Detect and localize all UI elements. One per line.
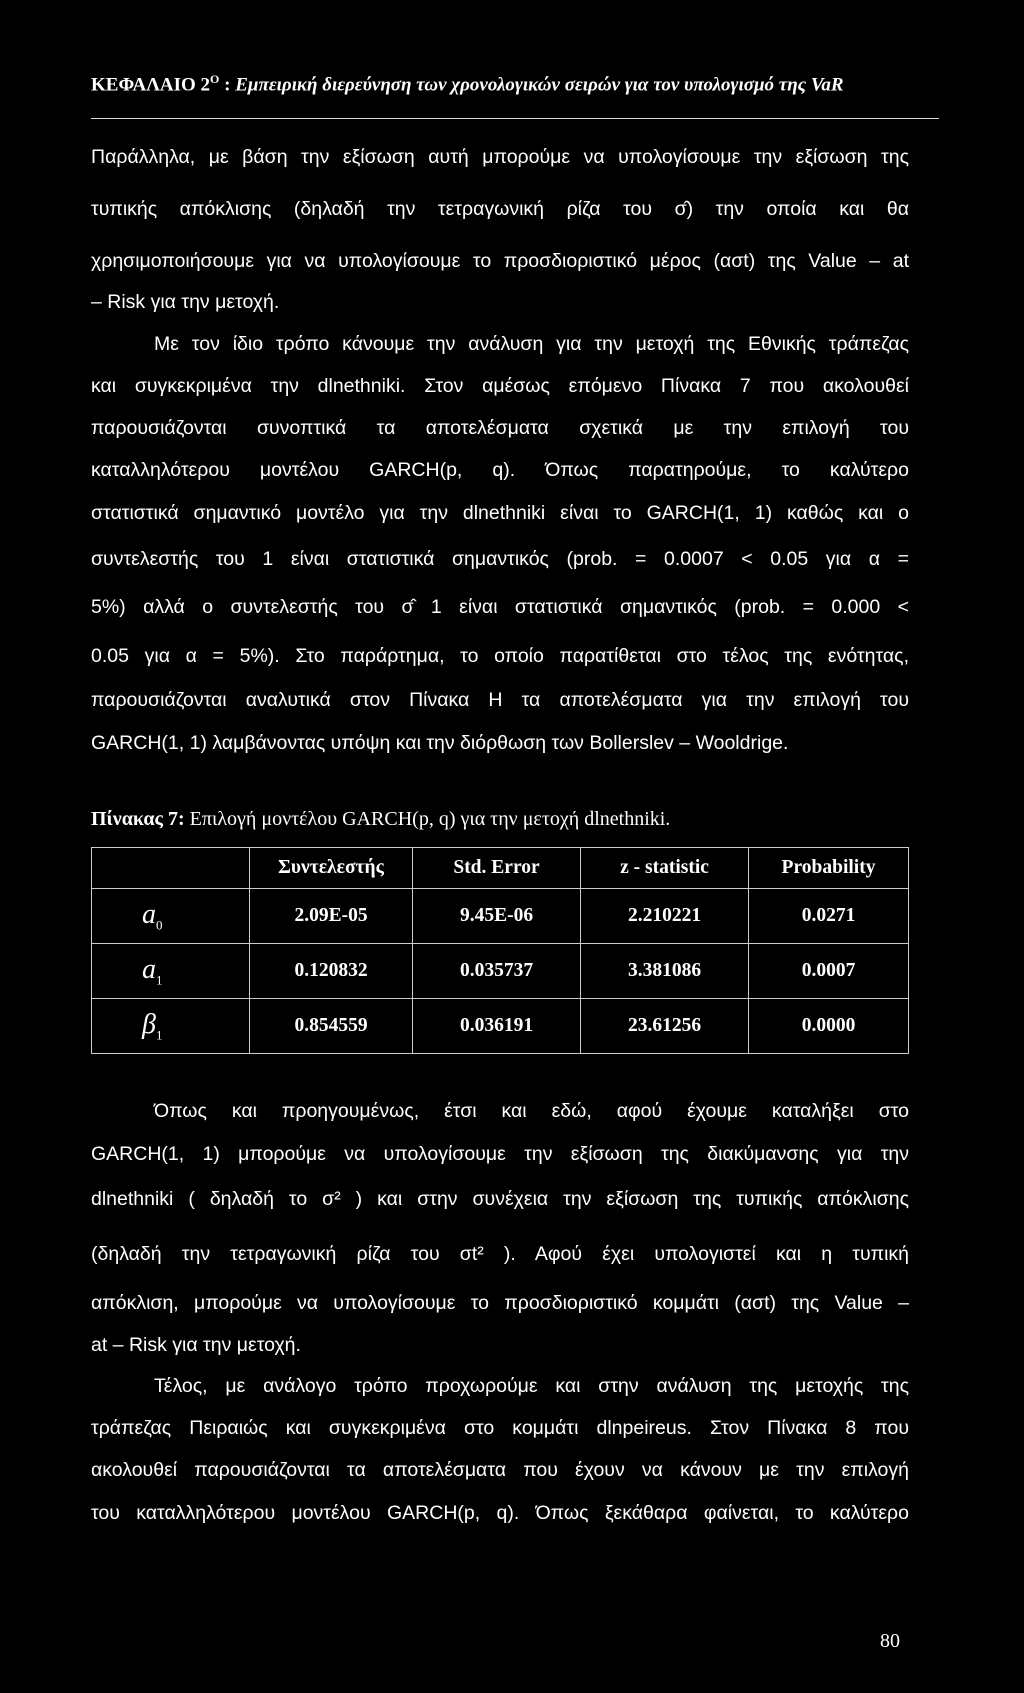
table-cell: 0.0000 <box>749 999 909 1054</box>
text-line: παρουσιάζονται συνοπτικά τα αποτελέσματα σχετικά με την επιλογή του <box>91 417 909 439</box>
table-header-cell: Probability <box>749 848 909 889</box>
chapter-label: ΚΕΦΑΛΑΙΟ 2 <box>91 74 211 96</box>
table-header-row <box>92 848 909 889</box>
text-line: τυπικής απόκλισης (δηλαδή την τετραγωνική ρίζα του σ̂) την οποία και θα <box>91 198 909 220</box>
table-cell: 0.036191 <box>413 999 581 1054</box>
table-row <box>92 944 909 999</box>
running-header: ΚΕΦΑΛΑΙΟ $2^O$ : Εμπειρική διερεύνηση των χρονολογικών σειρών για τον υπολογισμό της VaR <box>91 72 844 96</box>
text-line: (δηλαδή την τετραγωνική ρίζα του σt² ). Αφού έχει υπολογιστεί και η τυπική <box>91 1243 909 1265</box>
coefficient-symbol: $a_1$ <box>92 944 250 999</box>
table-cell: 0.120832 <box>250 944 413 999</box>
text-line: Όπως και προηγουμένως, έτσι και εδώ, αφού έχουμε καταλήξει στο <box>154 1100 909 1122</box>
table-caption-label: Πίνακας 7: <box>91 808 185 830</box>
table-cell: 0.854559 <box>250 999 413 1054</box>
table-cell: 23.61256 <box>581 999 749 1054</box>
text-line: Τέλος, με ανάλογο τρόπο προχωρούμε και στην ανάλυση της μετοχής της <box>154 1375 909 1397</box>
chapter-title: Εμπειρική διερεύνηση των χρονολογικών σειρών για τον υπολογισμό της VaR <box>235 74 844 96</box>
table-caption <box>91 808 670 831</box>
coefficient-symbol: $\beta_1$ <box>92 999 250 1054</box>
text-line: απόκλιση, μπορούμε να υπολογίσουμε το προσδιοριστικό κομμάτι (ασt) της Value – <box>91 1292 909 1314</box>
text-line: dlnethniki ( δηλαδή το σ² ) και στην συνέχεια την εξίσωση της τυπικής απόκλισης <box>91 1188 909 1210</box>
text-line: ακολουθεί παρουσιάζονται τα αποτελέσματα που έχουν να κάνουν με την επιλογή <box>91 1459 909 1481</box>
text-line: GARCH(1, 1) μπορούμε να υπολογίσουμε την εξίσωση της διακύμανσης για την <box>91 1143 909 1165</box>
text-line: συντελεστής του 1 είναι στατιστικά σημαντικός (prob. = 0.0007 < 0.05 για α = <box>91 548 909 570</box>
table-header-cell: z - statistic <box>581 848 749 889</box>
chapter-sup: Ο <box>210 72 220 86</box>
header-divider <box>91 118 939 119</box>
text-line: 0.05 για α = 5%). Στο παράρτημα, το οποίο παρατίθεται στο τέλος της ενότητας, <box>91 645 909 667</box>
table-row <box>92 999 909 1054</box>
coefficient-symbol: $a_0$ <box>92 889 250 944</box>
table-header-cell: Std. Error <box>413 848 581 889</box>
text-line: καταλληλότερου μοντέλου GARCH(p, q). Όπως παρατηρούμε, το καλύτερο <box>91 459 909 481</box>
text-line: τράπεζας Πειραιώς και συγκεκριμένα στο κομμάτι dlnpeireus. Στον Πίνακα 8 που <box>91 1417 909 1439</box>
text-line: παρουσιάζονται αναλυτικά στον Πίνακα Η τα αποτελέσματα για την επιλογή του <box>91 689 909 711</box>
text-line: Παράλληλα, με βάση την εξίσωση αυτή μπορούμε να υπολογίσουμε την εξίσωση της <box>91 146 909 168</box>
table-caption-text: Επιλογή μοντέλου GARCH(p, q) για την μετοχή dlnethniki. <box>184 808 671 830</box>
text-line: – Risk για την μετοχή. <box>91 291 280 313</box>
text-line: χρησιμοποιήσουμε για να υπολογίσουμε το προσδιοριστικό μέρος (ασt) της Value – at <box>91 250 909 272</box>
text-line: 5%) αλλά ο συντελεστής του σ̂ 1 είναι στατιστικά σημαντικός (prob. = 0.000 < <box>91 596 909 618</box>
table-header-cell <box>92 848 250 889</box>
table-cell: 0.035737 <box>413 944 581 999</box>
text-line: στατιστικά σημαντικό μοντέλο για την dlnethniki είναι το GARCH(1, 1) καθώς και ο <box>91 502 909 524</box>
table-cell: 2.09E-05 <box>250 889 413 944</box>
garch-results-table <box>91 847 909 1054</box>
table-row <box>92 889 909 944</box>
text-line: Με τον ίδιο τρόπο κάνουμε την ανάλυση για την μετοχή της Εθνικής τράπεζας <box>154 333 909 355</box>
text-line: GARCH(1, 1) λαμβάνοντας υπόψη και την διόρθωση των Bollerslev – Wooldrige. <box>91 732 789 754</box>
table-cell: 2.210221 <box>581 889 749 944</box>
text-line: του καταλληλότερου μοντέλου GARCH(p, q). Όπως ξεκάθαρα φαίνεται, το καλύτερο <box>91 1502 909 1524</box>
table-cell: 3.381086 <box>581 944 749 999</box>
text-line: at – Risk για την μετοχή. <box>91 1334 301 1356</box>
table-cell: 0.0007 <box>749 944 909 999</box>
table-cell: 9.45E-06 <box>413 889 581 944</box>
page-number: 80 <box>880 1630 900 1652</box>
text-line: και συγκεκριμένα την dlnethniki. Στον αμέσως επόμενο Πίνακα 7 που ακολουθεί <box>91 375 909 397</box>
table-header-cell: Συντελεστής <box>250 848 413 889</box>
table-cell: 0.0271 <box>749 889 909 944</box>
